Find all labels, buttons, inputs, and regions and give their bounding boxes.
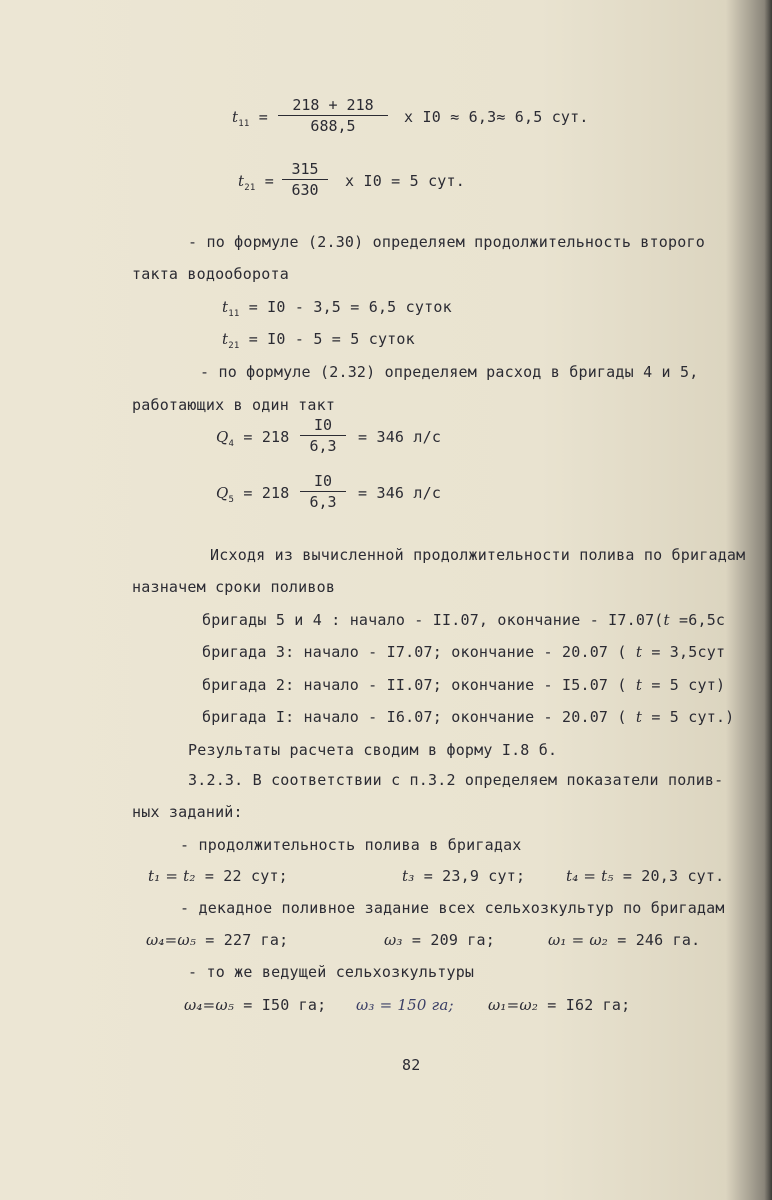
lead-b	[356, 996, 454, 1014]
schedule-tail: =6,5с	[669, 611, 726, 629]
formula-t21-rest: x I0 = 5 сут.	[345, 172, 465, 190]
flow-pre: = 218	[243, 428, 290, 446]
decade-b-lhs: ω₃	[384, 931, 403, 949]
formula-var: Q	[216, 428, 229, 446]
formula-t11-fraction	[278, 96, 388, 136]
fraction-denominator: 688,5	[310, 117, 356, 135]
schedule-tail: = 5 сут.)	[642, 708, 735, 726]
duration-b-value: = 23,9 сут;	[423, 867, 526, 885]
formula-sub: 4	[228, 439, 235, 449]
flow-pre: = 218	[243, 484, 290, 502]
formula-var: Q	[216, 484, 229, 502]
fraction-numerator: I0	[300, 472, 346, 492]
formula-var: t	[232, 108, 239, 126]
formula-var: t	[222, 330, 229, 348]
schedule-tail: = 3,5сут	[642, 643, 726, 661]
decade-c-lhs: ω₁ = ω₂	[548, 931, 608, 949]
paragraph-line: работающих в один такт	[132, 396, 336, 414]
flow-q4-result: = 346 л/с	[358, 428, 442, 446]
formula-var: t	[635, 643, 643, 661]
paragraph-line: - по формуле (2.32) определяем расход в бригады 4 и 5,	[200, 363, 699, 381]
decade-a-lhs: ω₄=ω₅	[146, 931, 197, 949]
formula-t11-rest: x I0 ≈ 6,3≈ 6,5 сут.	[404, 108, 589, 126]
flow-q4-lhs	[216, 428, 290, 449]
formula-t21-fraction	[282, 160, 328, 200]
flow-q4-fraction	[300, 416, 346, 456]
schedule-text: бригада I: начало - I6.07; окончание - 20.07 (	[202, 708, 636, 726]
formula-var: t	[222, 298, 229, 316]
formula-eq: =	[264, 172, 274, 190]
duration-a	[148, 867, 288, 885]
fraction-numerator: I0	[300, 416, 346, 436]
schedule-text: бригада 2: начало - II.07; окончание - I5.07 (	[202, 676, 636, 694]
tact-row-text: = I0 - 5 = 5 суток	[248, 330, 415, 348]
tact-row-text: = I0 - 3,5 = 6,5 суток	[248, 298, 452, 316]
formula-sub: 5	[228, 495, 235, 505]
lead-a-value: = I50 га;	[243, 996, 327, 1014]
decade-b	[384, 931, 495, 949]
lead-c-value: = I62 га;	[547, 996, 631, 1014]
lead-c	[488, 996, 630, 1014]
flow-q5-lhs	[216, 484, 290, 505]
lead-heading: - то же ведущей сельхозкультуры	[188, 963, 475, 981]
duration-c-value: = 20,3 сут.	[622, 867, 725, 885]
schedule-row	[202, 708, 734, 726]
formula-t21-lhs	[238, 172, 274, 193]
duration-a-lhs: t₁ = t₂	[148, 867, 196, 885]
flow-q5-fraction	[300, 472, 346, 512]
decade-a-value: = 227 га;	[205, 931, 289, 949]
decade-c-value: = 246 га.	[617, 931, 701, 949]
formula-var: t	[238, 172, 245, 190]
decade-c	[548, 931, 700, 949]
formula-sub: 21	[244, 183, 256, 193]
lead-c-lhs: ω₁=ω₂	[488, 996, 539, 1014]
schedule-text: бригада 3: начало - I7.07; окончание - 20.07 (	[202, 643, 636, 661]
lead-a-lhs: ω₄=ω₅	[184, 996, 235, 1014]
duration-heading: - продолжительность полива в бригадах	[180, 836, 522, 854]
formula-var: t	[635, 708, 643, 726]
section-line: 3.2.3. В соответствии с п.3.2 определяем показатели полив-	[188, 771, 724, 789]
page-number: 82	[402, 1056, 421, 1074]
formula-eq: =	[258, 108, 268, 126]
schedule-tail: = 5 сут)	[642, 676, 726, 694]
flow-q5-result: = 346 л/с	[358, 484, 442, 502]
fraction-denominator: 630	[291, 181, 319, 199]
lead-b-handwritten: ω₃ = 150 га;	[356, 996, 454, 1014]
fraction-denominator: 6,3	[309, 437, 337, 455]
duration-b	[402, 867, 525, 885]
decade-b-value: = 209 га;	[411, 931, 495, 949]
duration-c	[566, 867, 724, 885]
fraction-numerator: 218 + 218	[278, 96, 388, 116]
schedule-row	[202, 676, 725, 694]
tact-row-11	[222, 298, 452, 319]
duration-c-lhs: t₄ = t₅	[566, 867, 614, 885]
section-line: ных заданий:	[132, 803, 243, 821]
fraction-denominator: 6,3	[309, 493, 337, 511]
schedule-row	[202, 643, 725, 661]
paragraph-line: такта водооборота	[132, 265, 289, 283]
formula-sub: 11	[238, 119, 250, 129]
formula-sub: 11	[228, 309, 240, 319]
paragraph-line: - по формуле (2.30) определяем продолжительность второго	[188, 233, 705, 251]
formula-var: t	[663, 611, 670, 629]
fraction-numerator: 315	[282, 160, 328, 180]
paragraph-line: Исходя из вычисленной продолжительности полива по бригадам	[210, 546, 746, 564]
results-line: Результаты расчета сводим в форму I.8 б.	[188, 741, 558, 759]
schedule-row	[202, 611, 725, 629]
tact-row-21	[222, 330, 415, 351]
formula-t11-lhs	[232, 108, 268, 129]
decade-heading: - декадное поливное задание всех сельхозкультур по бригадам	[180, 899, 725, 917]
paragraph-line: назначем сроки поливов	[132, 578, 336, 596]
formula-var: t	[635, 676, 643, 694]
duration-a-value: = 22 сут;	[204, 867, 288, 885]
formula-sub: 21	[228, 341, 240, 351]
duration-b-lhs: t₃	[402, 867, 415, 885]
decade-a	[146, 931, 288, 949]
lead-a	[184, 996, 326, 1014]
schedule-text: бригады 5 и 4 : начало - II.07, окончание - I7.07(	[202, 611, 664, 629]
